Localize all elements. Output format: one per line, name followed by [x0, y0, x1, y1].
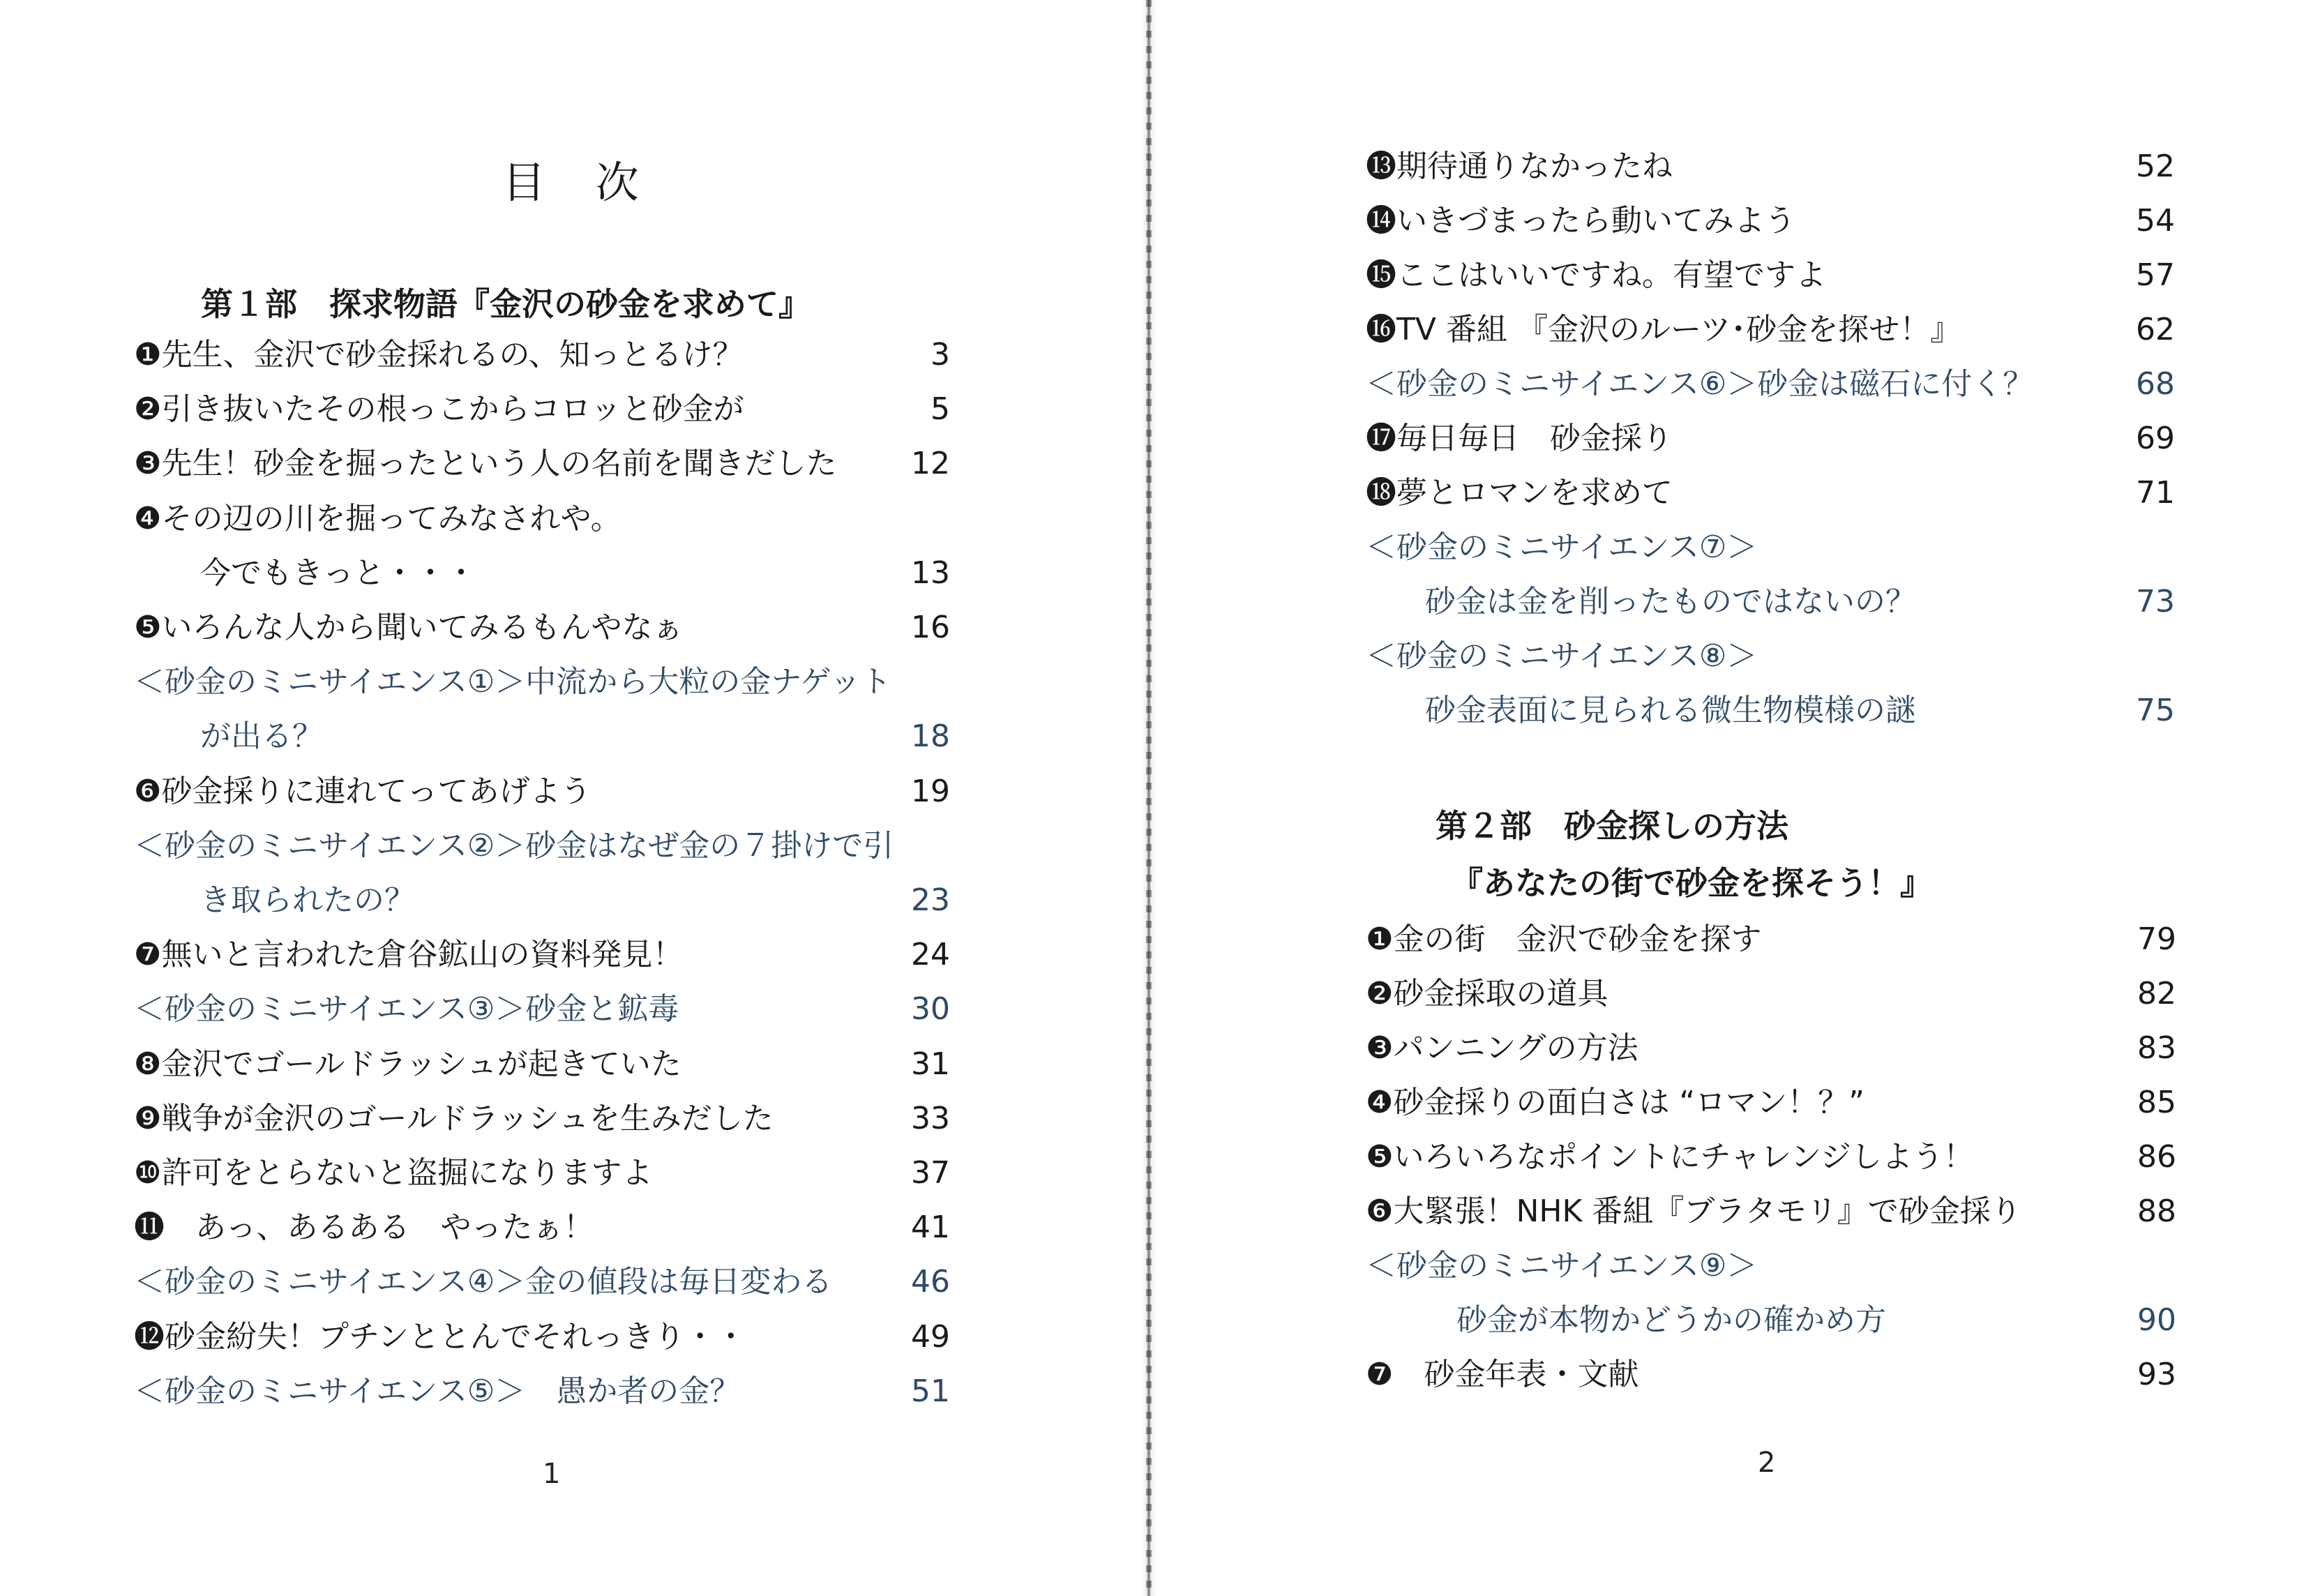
toc-page-number: 62	[2136, 312, 2175, 347]
toc-science-entry	[0, 709, 957, 764]
toc-entry	[1156, 967, 2183, 1021]
toc-page-number: 52	[2136, 149, 2175, 184]
toc-entry	[0, 492, 957, 546]
toc-page-number: 88	[2137, 1194, 2176, 1229]
toc-page-number: 41	[911, 1210, 950, 1246]
toc-science-entry	[1156, 357, 2182, 412]
toc-entry-title: ⓫ あっ、あるある やったぁ！	[134, 1210, 594, 1246]
toc-entry	[0, 765, 957, 819]
toc-entry-title: ＜砂金のミニサイエンス⑤＞ 愚か者の金？	[134, 1373, 741, 1409]
toc-science-entry	[0, 873, 957, 928]
toc-entry	[0, 328, 957, 382]
toc-entry-title: ❸先生！砂金を掘ったという人の名前を聞きだした	[134, 446, 837, 482]
toc-entry-title: ⓰TV 番組 『金沢のルーツ･砂金を探せ！』	[1366, 312, 1961, 347]
toc-page-number: 19	[911, 773, 950, 809]
toc-entry	[0, 1200, 957, 1255]
part1-heading: 第１部 探求物語『金沢の砂金を求めて』	[201, 285, 811, 323]
toc-entry-title: ❽金沢でゴールドラッシュが起きていた	[134, 1046, 681, 1082]
toc-page-number: 33	[911, 1100, 950, 1136]
toc-page-number: 51	[911, 1373, 950, 1409]
toc-entry	[0, 1037, 957, 1092]
toc-page-number: 75	[2136, 693, 2175, 728]
toc-entry-title: ＜砂金のミニサイエンス④＞金の値段は毎日変わる	[134, 1264, 833, 1300]
toc-page-number: 85	[2137, 1085, 2176, 1120]
toc-entry-title: ❷引き抜いたその根っこからコロッと砂金が	[134, 391, 744, 428]
toc-entry-title: き取られたの？	[200, 882, 415, 918]
toc-science-entry	[1156, 575, 2182, 629]
toc-page-number: 73	[2136, 584, 2175, 619]
toc-science-entry	[0, 982, 957, 1037]
toc-entry-title: ＜砂金のミニサイエンス②＞砂金はなぜ金の７掛けで引	[134, 827, 894, 864]
toc-page-number: 31	[911, 1046, 950, 1082]
left-page	[0, 0, 1141, 1596]
toc-science-entry	[0, 819, 957, 873]
toc-entry-title: 今でもきっと・・・	[200, 555, 476, 591]
toc-entry	[1156, 1076, 2183, 1130]
toc-entry-title: が出る？	[200, 718, 323, 755]
toc-page-number: 86	[2137, 1139, 2176, 1175]
toc-entry-title: 砂金表面に見られる微生物模様の謎	[1425, 693, 1916, 728]
toc-entry-title: ⓮いきづまったら動いてみよう	[1366, 203, 1795, 239]
toc-entry	[0, 1092, 957, 1146]
binding-stitch	[1146, 0, 1152, 1596]
toc-entry-title: ❶金の街 金沢で砂金を探す	[1366, 921, 1762, 957]
toc-page-number: 23	[911, 882, 950, 918]
toc-page-number: 54	[2136, 203, 2175, 239]
toc-science-entry	[0, 1364, 957, 1419]
toc-science-entry	[1156, 1293, 2183, 1348]
toc-page-number: 71	[2136, 475, 2175, 511]
toc-entry-title: ＜砂金のミニサイエンス⑨＞	[1366, 1248, 1758, 1283]
right-page	[1156, 0, 2313, 1596]
toc-entry	[1156, 466, 2182, 520]
toc-entry-title: ⓯ここはいいですね。有望ですよ	[1366, 257, 1826, 293]
toc-entry-title: ＜砂金のミニサイエンス⑦＞	[1366, 529, 1758, 565]
toc-entry	[1156, 412, 2182, 466]
toc-entry-title: ＜砂金のミニサイエンス③＞砂金と鉱毒	[134, 991, 679, 1027]
toc-entry	[1156, 1184, 2183, 1239]
toc-entry-title: ⓬砂金紛失！プチンととんでそれっきり・・	[134, 1318, 746, 1355]
toc-entry-title: ❷砂金採取の道具	[1366, 976, 1608, 1011]
toc-entry	[0, 1146, 957, 1200]
part2-heading: 第２部 砂金探しの方法	[1436, 807, 1788, 845]
toc-page-number: 82	[2137, 976, 2176, 1011]
toc-entry-title: ❿許可をとらないと盗掘になりますよ	[134, 1155, 653, 1191]
toc-page-number: 3	[931, 337, 950, 372]
toc-entry	[0, 1310, 957, 1364]
toc-page-number: 12	[911, 446, 950, 482]
toc-entry	[0, 546, 957, 601]
toc-page-number: 5	[931, 391, 950, 428]
toc-entry	[0, 601, 957, 655]
toc-page-number: 16	[911, 610, 950, 645]
toc-entry	[1156, 194, 2182, 248]
toc-entry-title: ❼ 砂金年表・文献	[1366, 1357, 1639, 1392]
toc-entry-title: ＜砂金のミニサイエンス⑧＞	[1366, 638, 1758, 674]
toc-science-entry	[0, 655, 957, 709]
toc-entry-title: ❸パンニングの方法	[1366, 1030, 1638, 1066]
toc-science-entry	[1156, 1239, 2183, 1293]
toc-entry-title: ⓱毎日毎日 砂金採り	[1366, 421, 1673, 456]
toc-entry	[1156, 140, 2182, 194]
toc-entry-title: ＜砂金のミニサイエンス⑥＞砂金は磁石に付く？	[1366, 366, 2034, 402]
toc-entry-title: ⓲夢とロマンを求めて	[1366, 475, 1673, 511]
toc-science-entry	[1156, 684, 2182, 738]
toc-entry-title: ❺いろんな人から聞いてみるもんやなぁ	[134, 610, 684, 645]
toc-entry	[1156, 912, 2183, 967]
toc-entry-title: ❾戦争が金沢のゴールドラッシュを生みだした	[134, 1100, 774, 1136]
toc-page-number: 68	[2136, 366, 2175, 402]
toc-entry	[1156, 1021, 2183, 1076]
toc-page-number: 90	[2137, 1302, 2176, 1338]
toc-entry-title: ❹砂金採りの面白さは “ロマン！？”	[1366, 1085, 1865, 1120]
toc-entry-title: ❺いろいろなポイントにチャレンジしよう！	[1366, 1139, 1974, 1175]
toc-page-number: 13	[911, 555, 950, 591]
toc-entry-title: ❻大緊張！NHK 番組『ブラタモリ』で砂金採り	[1366, 1194, 2021, 1229]
toc-entry	[1156, 303, 2182, 357]
page-number: 1	[543, 1458, 561, 1490]
toc-entry	[1156, 1130, 2183, 1184]
toc-science-entry	[1156, 520, 2182, 575]
part2-subheading: 『あなたの街で砂金を探そう！』	[1451, 864, 1932, 902]
toc-page-number: 49	[911, 1318, 950, 1355]
toc-entry-title: ❻砂金採りに連れてってあげよう	[134, 773, 592, 809]
toc-entry-title: 砂金は金を削ったものではないの？	[1425, 584, 1916, 619]
toc-science-entry	[0, 1255, 957, 1309]
toc-page-number: 30	[911, 991, 950, 1027]
toc-entry	[1156, 1348, 2183, 1402]
toc-page-number: 46	[911, 1264, 950, 1300]
toc-page-number: 69	[2136, 421, 2175, 456]
toc-entry	[0, 382, 957, 437]
toc-entry-title: ❹その辺の川を掘ってみなされや。	[134, 500, 621, 536]
toc-entry	[0, 437, 957, 491]
toc-page-number: 79	[2137, 921, 2176, 957]
toc-page-number: 18	[911, 718, 950, 755]
toc-page-number: 24	[911, 937, 950, 973]
toc-entry-title: ⓭期待通りなかったね	[1366, 149, 1673, 184]
page-title: 目 次	[502, 157, 657, 208]
toc-entry-title: ❶先生、金沢で砂金採れるの、知っとるけ？	[134, 337, 744, 372]
toc-page-number: 57	[2136, 257, 2175, 293]
toc-entry-title: ＜砂金のミニサイエンス①＞中流から大粒の金ナゲット	[134, 664, 891, 700]
toc-entry-title: 砂金が本物かどうかの確かめ方	[1456, 1302, 1886, 1338]
toc-entry-title: ❼無いと言われた倉谷鉱山の資料発見！	[134, 937, 684, 973]
toc-page-number: 93	[2137, 1357, 2176, 1392]
toc-page-number: 37	[911, 1155, 950, 1191]
toc-page-number: 83	[2137, 1030, 2176, 1066]
toc-entry	[1156, 248, 2182, 303]
page-number: 2	[1758, 1447, 1776, 1479]
toc-science-entry	[1156, 629, 2182, 684]
toc-entry	[0, 928, 957, 982]
